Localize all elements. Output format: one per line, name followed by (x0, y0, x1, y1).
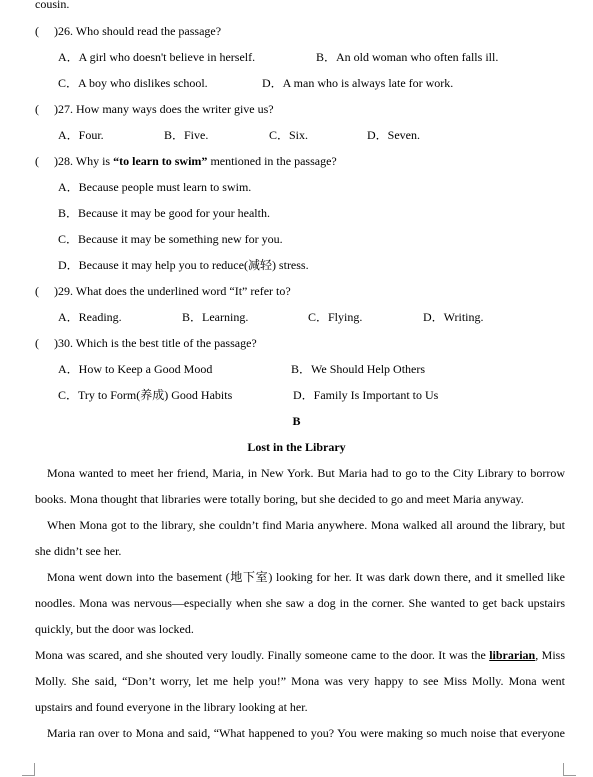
page-corner-mark-left (22, 763, 35, 776)
q29-option-a: A．Reading. (58, 310, 122, 324)
passage-title: Lost in the Library (247, 440, 346, 454)
passage-line-10: upstairs and found everyone in the library looking at her. (35, 700, 308, 714)
q29-option-c: C．Flying. (308, 310, 363, 324)
q28-option-b: B．Because it may be good for your health. (58, 206, 270, 220)
passage-line-8 (35, 648, 565, 662)
passage-line-6: noodles. Mona was nervous—especially when she saw a dog in the corner. She wanted to get back upstairs (35, 596, 565, 610)
line-8-prefix: Mona was scared, and she shouted very loudly. Finally someone came to the door. It was the (35, 648, 490, 662)
q30-option-d: D．Family Is Important to Us (293, 388, 439, 402)
passage-line-9: Molly. She said, “Don’t worry, let me help you!” Mona was very happy to see Miss Molly. Mona went (35, 674, 565, 688)
q28-stem-suffix: mentioned in the passage? (207, 154, 337, 168)
passage-line-1: Mona wanted to meet her friend, Maria, in New York. But Maria had to go to the City Library to borrow (47, 466, 565, 480)
passage-line-7: quickly, but the door was locked. (35, 622, 194, 636)
q27-option-c: C．Six. (269, 128, 309, 142)
q30-option-a: A．How to Keep a Good Mood (58, 362, 213, 376)
passage-line-2: books. Mona thought that libraries were totally boring, but she decided to go and meet Maria anyway. (35, 492, 524, 506)
question-26-stem: ( )26. Who should read the passage? (35, 24, 222, 38)
q26-option-d: D．A man who is always late for work. (262, 76, 454, 90)
passage-line-5: Mona went down into the basement (地下室) looking for her. It was dark down there, and it smelled like (47, 570, 565, 584)
section-label: B (292, 414, 301, 428)
q26-option-b: B．An old woman who often falls ill. (316, 50, 499, 64)
question-29-stem: ( )29. What does the underlined word “It” refer to? (35, 284, 291, 298)
line-8-suffix: , Miss (535, 648, 565, 662)
q26-option-a: A．A girl who doesn't believe in herself. (58, 50, 256, 64)
q28-option-a: A．Because people must learn to swim. (58, 180, 252, 194)
previous-text-fragment: cousin. (35, 0, 70, 11)
q28-option-c: C．Because it may be something new for you. (58, 232, 283, 246)
page-corner-mark-right (563, 763, 576, 776)
q30-option-b: B．We Should Help Others (291, 362, 426, 376)
passage-line-11: Maria ran over to Mona and said, “What happened to you? You were making so much noise that everyone (47, 726, 565, 740)
q27-option-d: D．Seven. (367, 128, 420, 142)
q29-option-d: D．Writing. (423, 310, 484, 324)
underlined-word-librarian: librarian (489, 648, 536, 662)
passage-line-4: she didn’t see her. (35, 544, 122, 558)
q28-stem-bold: “to learn to swim” (113, 154, 208, 168)
question-30-stem: ( )30. Which is the best title of the passage? (35, 336, 257, 350)
q29-option-b: B．Learning. (182, 310, 249, 324)
question-28-stem (35, 154, 337, 168)
q28-stem-prefix: ( )28. Why is (35, 154, 114, 168)
q27-option-b: B．Five. (164, 128, 209, 142)
q30-option-c: C．Try to Form(养成) Good Habits (58, 388, 233, 402)
q27-option-a: A．Four. (58, 128, 104, 142)
question-27-stem: ( )27. How many ways does the writer give us? (35, 102, 274, 116)
passage-line-3: When Mona got to the library, she couldn’t find Maria anywhere. Mona walked all around the library, but (47, 518, 565, 532)
q28-option-d: D．Because it may help you to reduce(减轻) stress. (58, 258, 309, 272)
q26-option-c: C．A boy who dislikes school. (58, 76, 208, 90)
